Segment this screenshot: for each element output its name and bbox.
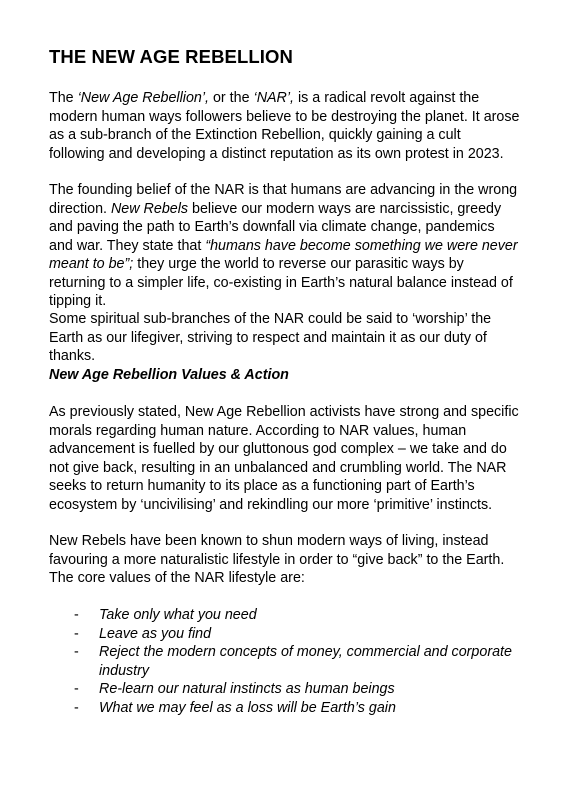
list-item <box>49 606 520 625</box>
list-item-text: Reject the modern concepts of money, commercial and corporate industry <box>99 644 512 679</box>
belief-em-new-rebels: New Rebels <box>110 200 189 217</box>
list-bullet: - <box>74 681 79 697</box>
core-values-list <box>49 606 520 717</box>
lifestyle-paragraph: New Rebels have been known to shun modern ways of living, instead favouring a more naturalistic lifestyle in order to “give back” to the Earth. The core values of the NAR lifestyle are: <box>49 533 505 586</box>
list-bullet: - <box>74 607 79 623</box>
list-item-text: Re-learn our natural instincts as human beings <box>99 681 395 697</box>
list-bullet: - <box>74 625 79 642</box>
intro-text-b: or the <box>209 90 254 106</box>
list-item <box>49 699 520 718</box>
list-item-text: Leave as you find <box>99 625 212 642</box>
belief-em-quote: “humans have become something we were never meant to be”; <box>49 237 518 272</box>
list-item <box>49 625 520 644</box>
list-item <box>49 680 520 699</box>
intro-em-name: ‘New Age Rebellion’, <box>77 90 209 106</box>
spiritual-paragraph: Some spiritual sub-branches of the NAR could be said to ‘worship’ the Earth as our lifegiver, striving to respect and maintain it as our duty of thanks. <box>49 311 492 364</box>
belief-paragraph <box>49 181 520 311</box>
belief-text-a: The founding belief of the NAR is that humans are advancing in the wrong direction. <box>49 182 518 217</box>
list-item <box>49 643 520 680</box>
belief-text-c: they urge the world to reverse our parasitic ways by returning to a simpler life, co-existing in Earth’s natural balance instead of tipping it. <box>49 256 513 309</box>
intro-text-a: The <box>49 90 78 106</box>
intro-em-acronym: ‘NAR’, <box>253 90 295 106</box>
list-item-text: Take only what you need <box>99 607 257 623</box>
values-paragraph: As previously stated, New Age Rebellion activists have strong and specific morals regarding human nature. According to NAR values, human advancement is fuelled by our gluttonous god complex – we take and do not give back, resulting in an unbalanced and crumbling world. The NAR seeks to return humanity to its place as a functioning part of Earth’s ecosystem by ‘uncivilising’ and rekindling our more ‘primitive’ instincts. <box>49 404 519 513</box>
page-title: THE NEW AGE REBELLION <box>49 46 293 67</box>
list-item-text: What we may feel as a loss will be Earth’s gain <box>99 699 396 716</box>
belief-text-b: believe our modern ways are narcissistic, greedy and paving the path to Earth’s downfall via climate change, pandemics and war. They state that <box>49 200 502 254</box>
intro-paragraph <box>49 89 520 163</box>
list-bullet: - <box>74 699 79 716</box>
intro-text-c: is a radical revolt against the modern human ways followers believe to be destroying the planet. It arose as a sub-branch of the Extinction Rebellion, quickly gaining a cult following and developing a distinct reputation as its own protest in 2023. <box>49 90 520 162</box>
values-subheading: New Age Rebellion Values & Action <box>49 367 289 383</box>
list-bullet: - <box>74 644 79 660</box>
